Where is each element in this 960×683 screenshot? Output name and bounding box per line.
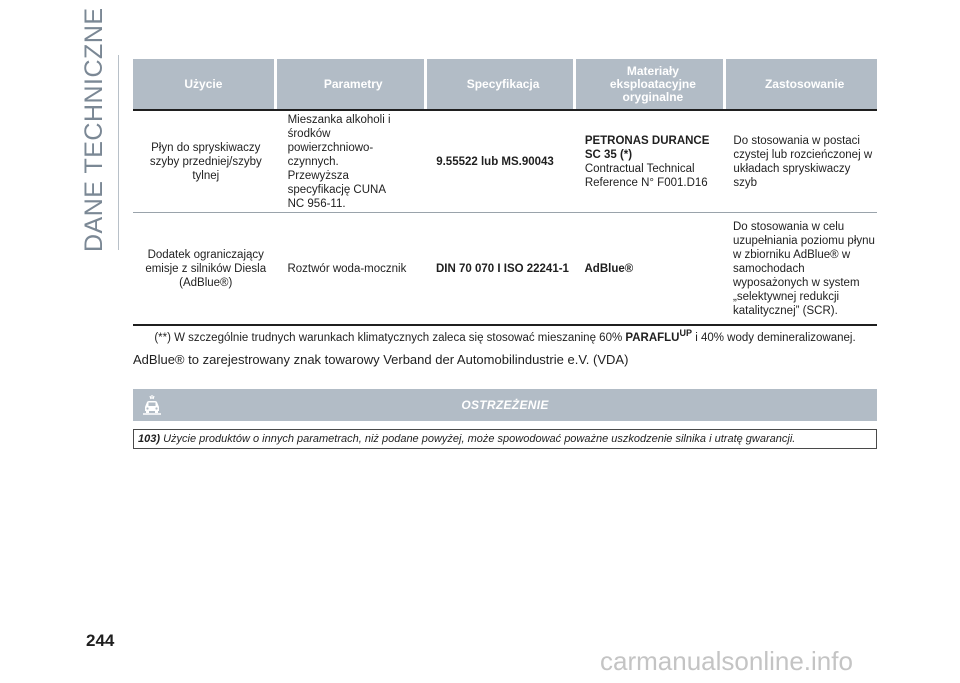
- footnote-brand-sup: UP: [679, 328, 693, 338]
- cell-material: [579, 111, 725, 212]
- table-header: [133, 59, 877, 109]
- cell-params-text: Roztwór woda-mocznik: [287, 262, 407, 275]
- section-divider: [118, 55, 119, 250]
- warning-text: Użycie produktów o innych parametrach, niż podane powyżej, może spowodować poważne uszkodzenie silnika i utratę gwarancji.: [163, 433, 796, 445]
- cell-params: [282, 111, 428, 212]
- table-row: [133, 213, 877, 324]
- cell-use: [133, 111, 279, 212]
- fluids-table: [133, 59, 877, 326]
- cell-spec: [430, 111, 576, 212]
- table-bottom-rule: [133, 324, 877, 326]
- table-row: [133, 111, 877, 212]
- footnote-suffix: i 40% wody demineralizowanej.: [695, 331, 856, 344]
- cell-use: [133, 213, 278, 324]
- header-use: Użycie: [133, 59, 274, 109]
- cell-use-text: Dodatek ograniczający emisje z silników Diesla (AdBlue®): [145, 248, 267, 289]
- cell-material-bold: AdBlue®: [584, 262, 634, 275]
- warning-body: [133, 429, 877, 449]
- footnote-brand-name: PARAFLU: [625, 331, 680, 344]
- footnote-prefix: (**) W szczególnie trudnych warunkach klimatycznych zaleca się stosować mieszaninę 60%: [154, 331, 623, 344]
- cell-spec-text: DIN 70 070 I ISO 22241-1: [435, 262, 569, 275]
- cell-spec-text: 9.55522 lub MS.90043: [436, 155, 554, 168]
- cell-application: [727, 111, 877, 212]
- warning-number: 103): [138, 433, 161, 445]
- cell-material-bold: PETRONAS DURANCE SC 35 (*): [584, 134, 710, 161]
- header-materials: [576, 59, 723, 109]
- cell-material-normal: Contractual Technical Reference N° F001.D16: [584, 162, 708, 189]
- section-title: DANE TECHNICZNE: [80, 7, 108, 252]
- cell-params: [281, 213, 427, 324]
- warning-header: [133, 389, 877, 421]
- cell-application-text: Do stosowania w postaci czystej lub rozcieńczonej w układach spryskiwaczy szyb: [733, 134, 873, 189]
- cell-material: [578, 213, 724, 324]
- header-spec: Specyfikacja: [427, 59, 574, 109]
- cell-spec: [430, 213, 576, 324]
- header-application: Zastosowanie: [726, 59, 877, 109]
- warning-title: OSTRZEŻENIE: [461, 398, 549, 412]
- footnote-brand: [625, 328, 693, 344]
- header-params: Parametry: [277, 59, 424, 109]
- footnote: [133, 328, 877, 344]
- page-number: 244: [86, 631, 115, 650]
- watermark: carmanualsonline.info: [600, 646, 853, 676]
- adblue-trademark-note: AdBlue® to zarejestrowany znak towarowy Verband der Automobilindustrie e.V. (VDA): [133, 352, 629, 367]
- cell-application-text: Do stosowania w celu uzupełniania poziomu płynu w zbiorniku AdBlue® w samochodach wyposażonych w system „selektywnej redukcji katalitycznej” (SCR).: [732, 220, 875, 317]
- cell-use-text: Płyn do spryskiwaczy szyby przedniej/szyby tylnej: [149, 141, 262, 182]
- cell-application: [727, 213, 877, 324]
- header-materials-label: Materiały eksploatacyjne oryginalne: [609, 63, 696, 104]
- cell-params-text: Mieszanka alkoholi i środków powierzchniowo-czynnych. Przewyższa specyfikację CUNA NC 956-11.: [287, 113, 391, 210]
